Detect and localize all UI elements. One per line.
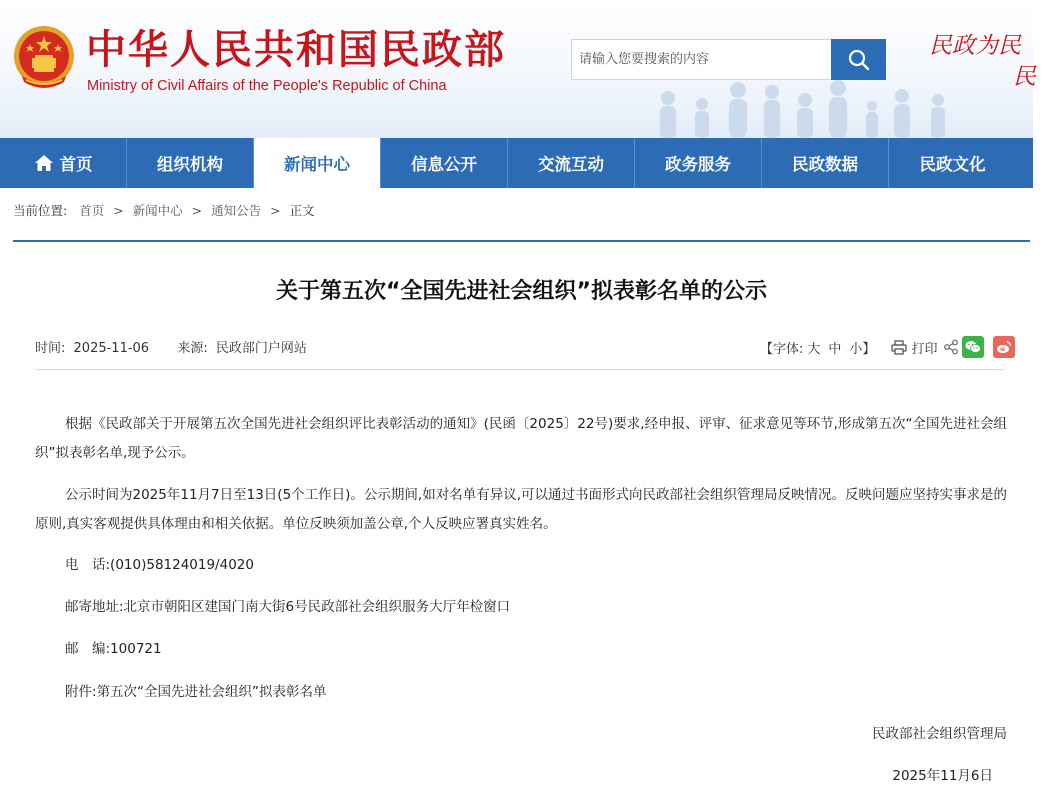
nav-item-label: 信息公开 bbox=[411, 155, 477, 174]
breadcrumb-link-notices[interactable]: 通知公告 bbox=[211, 203, 262, 218]
nav-item-label: 新闻中心 bbox=[284, 155, 350, 174]
article-meta bbox=[35, 337, 307, 356]
breadcrumb-divider bbox=[13, 240, 1030, 242]
nav-item-gov-services[interactable] bbox=[635, 138, 762, 188]
font-size-label: 【字体: bbox=[760, 341, 804, 357]
article-paragraph: 根据《民政部关于开展第五次全国先进社会组织评比表彰活动的通知》(民函〔2025〕22号)要求,经申报、评审、征求意见等环节,形成第五次“全国先进社会组织”拟表彰名单,现予公示。 bbox=[35, 416, 1007, 461]
main-nav bbox=[0, 138, 1033, 188]
meta-divider bbox=[35, 369, 1005, 370]
nav-item-label: 政务服务 bbox=[665, 155, 731, 174]
breadcrumb-link-home[interactable]: 首页 bbox=[79, 203, 105, 218]
nav-item-data[interactable] bbox=[762, 138, 889, 188]
contact-address: 邮寄地址:北京市朝阳区建国门南大街6号民政部社会组织服务大厅年检窗口 bbox=[65, 599, 511, 615]
source-name: 民政部门户网站 bbox=[215, 341, 307, 356]
printer-icon bbox=[891, 340, 907, 355]
breadcrumb-separator: > bbox=[191, 203, 203, 218]
weibo-icon bbox=[996, 340, 1012, 354]
breadcrumb-separator: > bbox=[270, 203, 281, 218]
time-label: 时间: bbox=[35, 341, 66, 356]
nav-item-label: 交流互动 bbox=[538, 155, 604, 174]
breadcrumb-current: 正文 bbox=[289, 203, 315, 218]
breadcrumb bbox=[13, 201, 315, 219]
share-icon[interactable] bbox=[943, 339, 959, 355]
nav-item-label: 民政数据 bbox=[792, 155, 858, 174]
article-paragraph: 公示时间为2025年11月7日至13日(5个工作日)。公示期间,如对名单有异议,可以通过书面形式向民政部社会组织管理局反映情况。反映问题应坚持实事求是的原则,真实客观提供具体理由和相关依据。单位反映须加盖公章,个人反映应署真实姓名。 bbox=[35, 487, 1008, 532]
search-input[interactable] bbox=[572, 40, 832, 79]
font-size-small-button[interactable]: 小】 bbox=[849, 341, 876, 357]
nav-item-info-disclosure[interactable] bbox=[381, 138, 508, 188]
people-silhouette-graphic bbox=[640, 70, 970, 138]
search-box bbox=[571, 39, 886, 80]
nav-item-label: 民政文化 bbox=[919, 155, 986, 174]
article-tools bbox=[760, 334, 1015, 360]
weibo-share-button[interactable] bbox=[993, 336, 1015, 358]
contact-phone: 电 话:(010)58124019/4020 bbox=[65, 557, 254, 573]
nav-item-label: 组织机构 bbox=[157, 155, 223, 174]
slogan-calligraphy-logo bbox=[925, 26, 1036, 96]
attachment-line bbox=[65, 681, 327, 703]
site-subtitle: Ministry of Civil Affairs of the People's Republic of China bbox=[87, 78, 447, 94]
breadcrumb-link-news[interactable]: 新闻中心 bbox=[132, 203, 183, 218]
signature-org: 民政部社会组织管理局 bbox=[872, 726, 1007, 742]
nav-item-label: 首页 bbox=[59, 155, 93, 174]
svg-text:民: 民 bbox=[1013, 64, 1036, 90]
home-icon bbox=[34, 154, 54, 172]
attachment-link[interactable]: 第五次“全国先进社会组织”拟表彰名单 bbox=[96, 684, 327, 700]
source-label: 来源: bbox=[177, 341, 208, 356]
national-emblem-logo bbox=[12, 24, 76, 94]
site-title[interactable]: 中华人民共和国民政部 bbox=[86, 27, 506, 73]
search-icon bbox=[848, 49, 870, 71]
nav-item-interaction[interactable] bbox=[508, 138, 635, 188]
font-size-medium-button[interactable]: 中 bbox=[828, 341, 842, 357]
nav-item-organization[interactable] bbox=[127, 138, 254, 188]
wechat-icon bbox=[965, 340, 981, 354]
site-header bbox=[0, 0, 1036, 138]
breadcrumb-separator: > bbox=[113, 203, 124, 218]
article-title: 关于第五次“全国先进社会组织”拟表彰名单的公示 bbox=[276, 279, 767, 304]
search-button[interactable] bbox=[831, 39, 886, 80]
contact-postcode: 邮 编:100721 bbox=[65, 641, 162, 657]
breadcrumb-prefix: 当前位置: bbox=[13, 203, 68, 218]
attachment-label: 附件: bbox=[65, 684, 97, 700]
wechat-share-button[interactable] bbox=[962, 336, 984, 358]
font-size-large-button[interactable]: 大 bbox=[807, 341, 821, 357]
svg-text:民政为民: 民政为民 bbox=[929, 33, 1021, 59]
nav-item-home[interactable] bbox=[0, 138, 127, 188]
print-button[interactable] bbox=[891, 338, 937, 357]
nav-item-news-center[interactable] bbox=[254, 138, 381, 188]
signature-date: 2025年11月6日 bbox=[892, 768, 993, 784]
print-label: 打印 bbox=[911, 341, 938, 357]
nav-item-culture[interactable] bbox=[889, 138, 1016, 188]
publish-time: 2025-11-06 bbox=[73, 341, 150, 356]
